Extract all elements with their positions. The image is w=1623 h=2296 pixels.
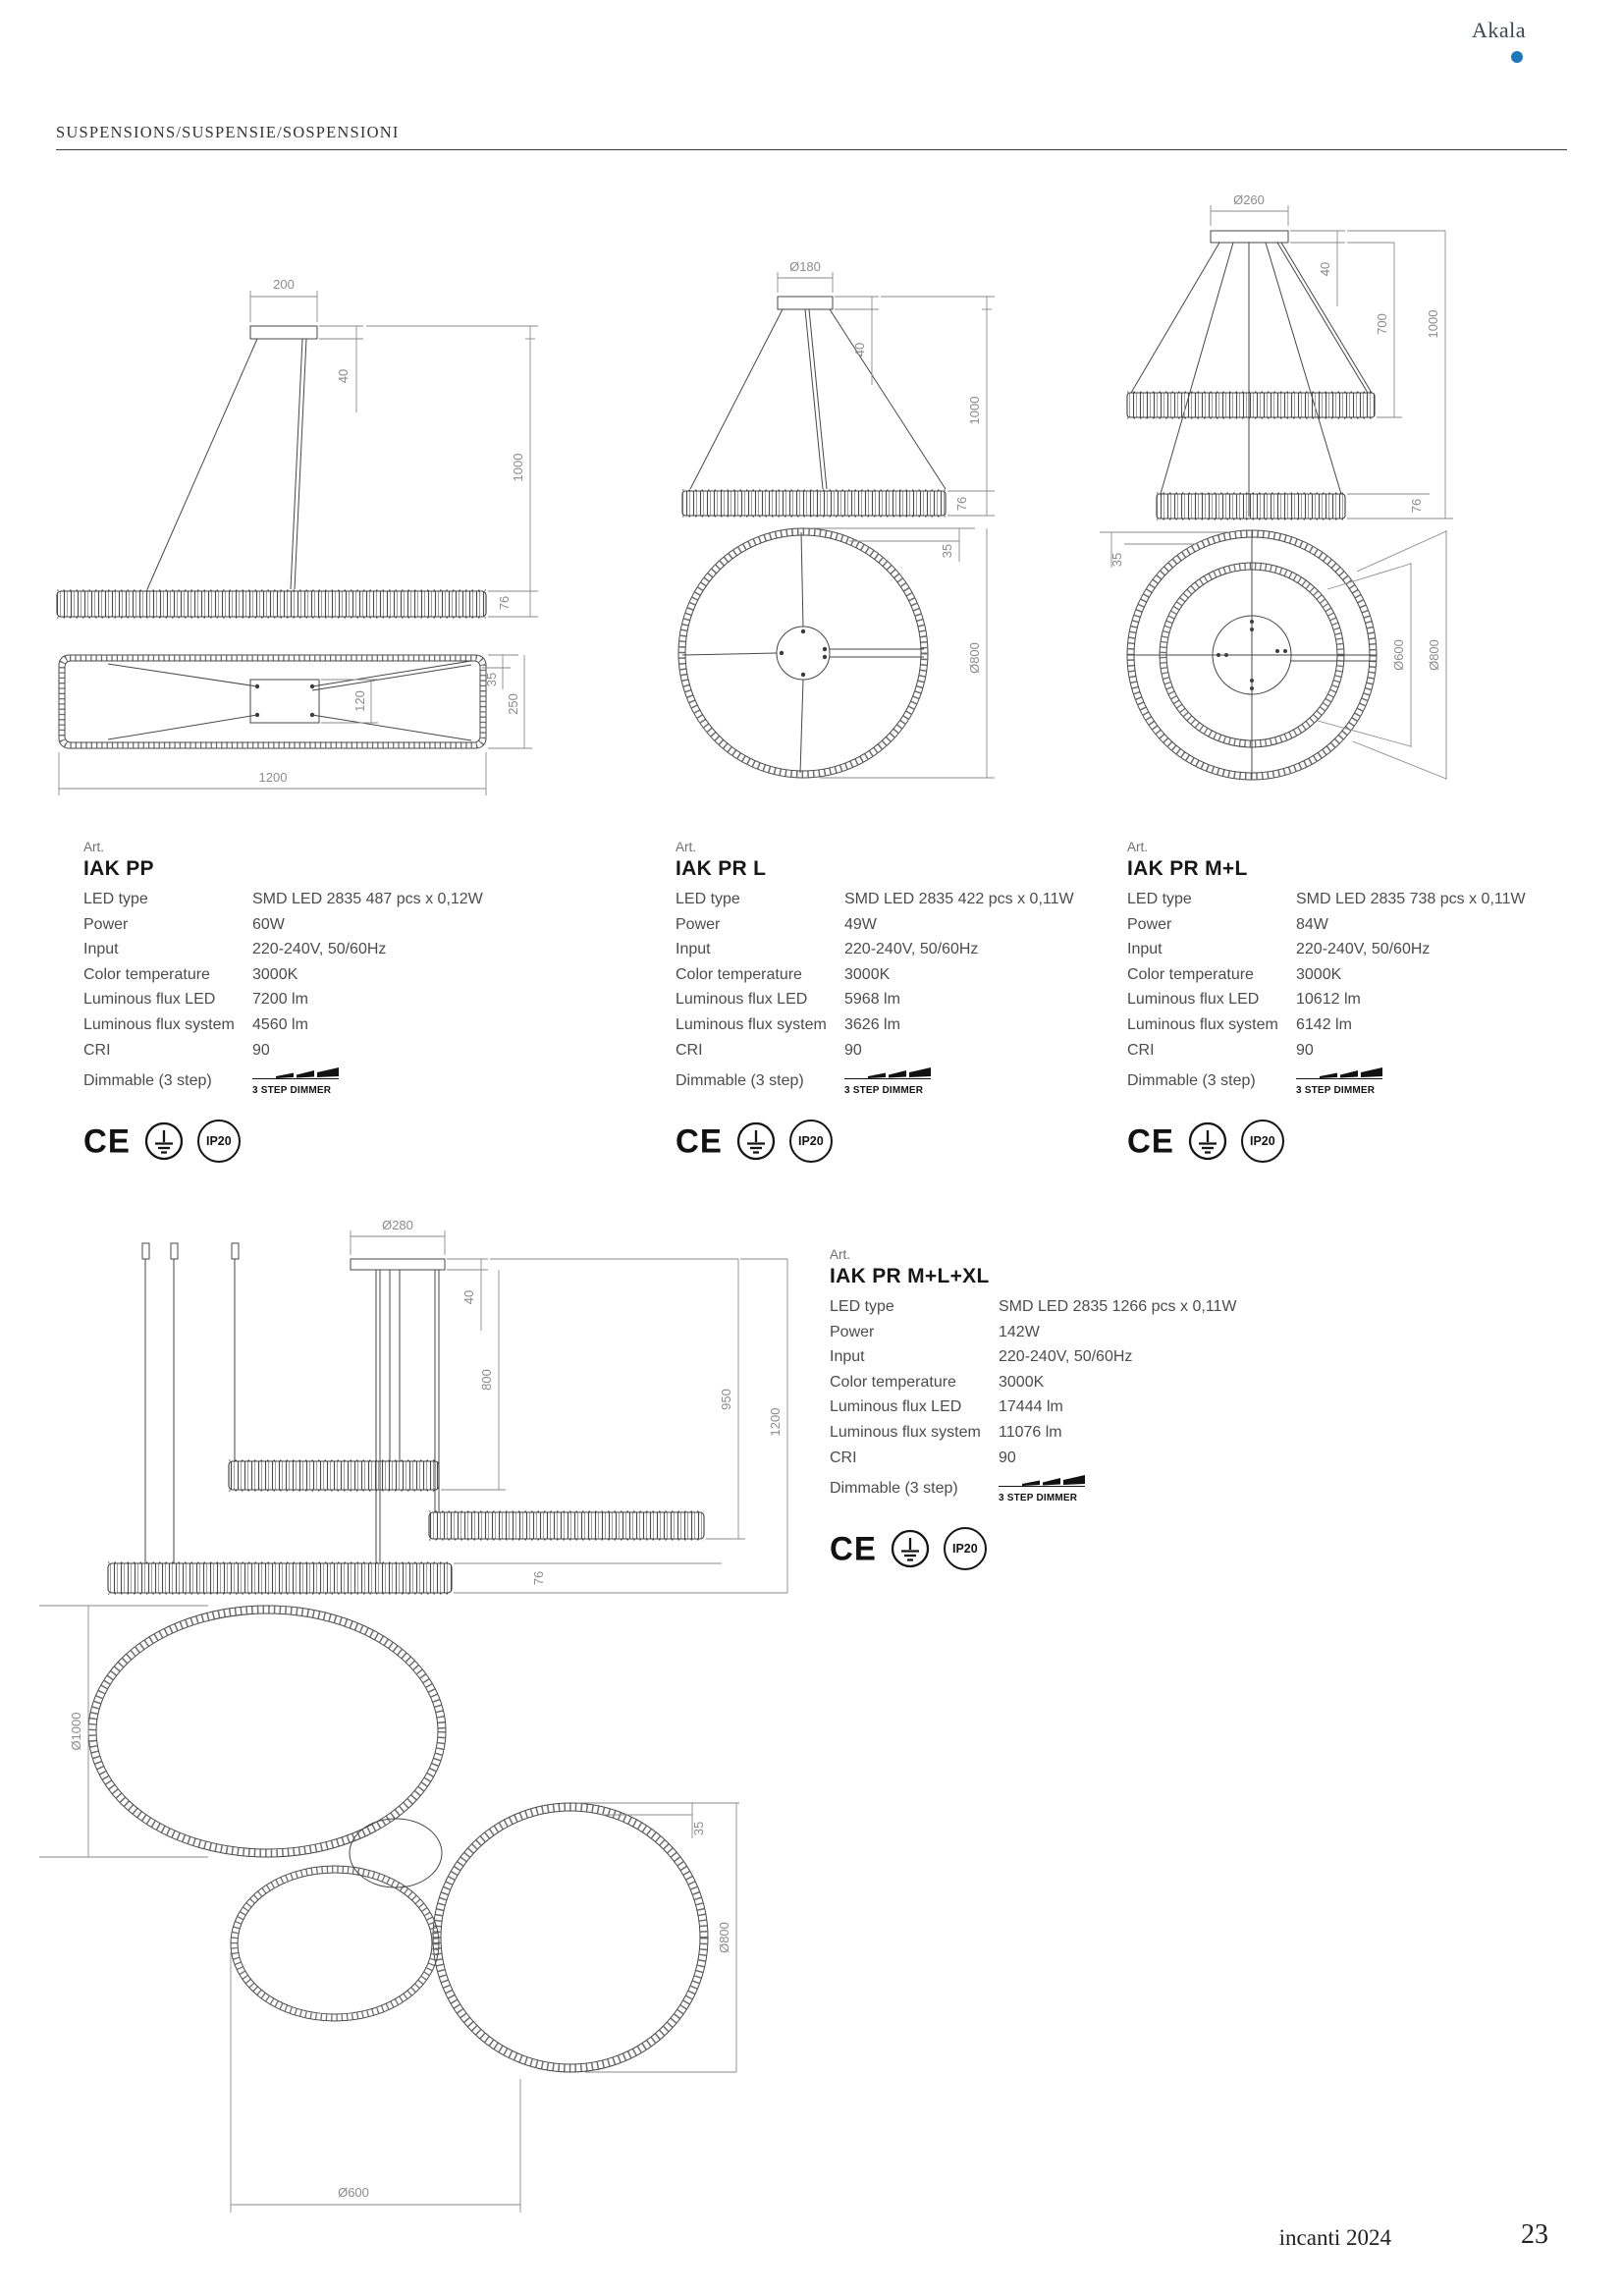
spec-label: Luminous flux LED: [676, 991, 808, 1009]
spec-label: Dimmable (3 step): [676, 1072, 804, 1090]
ce-mark-icon: CE: [830, 1528, 877, 1567]
product-name: IAK PP: [83, 857, 154, 880]
spec-value: 142W: [999, 1323, 1040, 1340]
ip20-badge: IP20: [789, 1120, 833, 1163]
dim-label: 40: [852, 342, 867, 357]
spec-label: Power: [830, 1323, 875, 1340]
spec-value: 3000K: [999, 1373, 1045, 1391]
spec-value: 84W: [1296, 915, 1328, 933]
dimmer-badge: 3 STEP DIMMER: [844, 1066, 1098, 1096]
spec-label: Power: [1127, 915, 1172, 933]
ce-mark-icon: CE: [83, 1121, 131, 1160]
spec-value: 90: [1296, 1041, 1314, 1059]
product-name: IAK PR L: [676, 857, 767, 880]
dim-label: 35: [691, 1821, 706, 1836]
dimmer-steps-icon: [1296, 1066, 1386, 1079]
product-name: IAK PR M+L+XL: [830, 1265, 990, 1287]
dim-label: 76: [1409, 498, 1424, 514]
footer-brand: incanti 2024: [1278, 2225, 1391, 2250]
spec-block-iak-pr-m-l: [1127, 840, 1549, 1163]
spec-label: CRI: [1127, 1041, 1155, 1059]
dim-label: Ø800: [717, 1922, 731, 1953]
certification-icons: [1127, 1120, 1549, 1163]
spec-value: 4560 lm: [252, 1015, 308, 1033]
spec-value: 3626 lm: [844, 1015, 900, 1033]
spec-label: Luminous flux system: [676, 1015, 827, 1033]
drawing-iak-pp: [49, 177, 550, 815]
brand-dot-icon: [1511, 51, 1523, 63]
spec-value: SMD LED 2835 487 pcs x 0,12W: [252, 891, 483, 907]
spec-table: [676, 891, 1098, 1096]
dim-label: 40: [1318, 261, 1332, 277]
spec-label: Luminous flux system: [1127, 1015, 1278, 1033]
dimmer-steps-icon: [999, 1474, 1089, 1487]
drawing-iak-pr-m-l-xl-side: [44, 1218, 830, 1611]
spec-label: Input: [83, 941, 119, 958]
dim-label: 40: [336, 368, 351, 384]
spec-label: Luminous flux LED: [83, 991, 216, 1009]
spec-value: 220-240V, 50/60Hz: [1296, 941, 1431, 958]
dim-label: 250: [506, 693, 520, 715]
dim-label: 76: [497, 595, 512, 611]
page-number: 23: [1521, 2219, 1548, 2250]
spec-value: 220-240V, 50/60Hz: [844, 941, 979, 958]
spec-value: 6142 lm: [1296, 1015, 1352, 1033]
spec-value: 5968 lm: [844, 991, 900, 1009]
dimmer-badge: 3 STEP DIMMER: [1296, 1066, 1549, 1096]
dim-label: 950: [719, 1389, 733, 1410]
spec-value: SMD LED 2835 1266 pcs x 0,11W: [999, 1298, 1237, 1315]
spec-value: 3000K: [252, 965, 298, 983]
spec-value: SMD LED 2835 738 pcs x 0,11W: [1296, 891, 1526, 907]
dim-label: Ø600: [1391, 639, 1406, 671]
dim-label: Ø800: [1427, 639, 1441, 671]
dim-label: 1000: [511, 453, 525, 482]
dim-label: 800: [479, 1369, 494, 1391]
ce-mark-icon: CE: [1127, 1121, 1174, 1160]
dim-label: 35: [940, 543, 954, 559]
section-title: SUSPENSIONS/SUSPENSIE/SOSPENSIONI: [56, 123, 400, 141]
dim-label: 1000: [1426, 309, 1440, 339]
dim-label: Ø800: [967, 642, 982, 674]
dim-label: Ø280: [382, 1218, 413, 1232]
spec-label: Color temperature: [83, 965, 210, 983]
header-divider: [56, 149, 1567, 150]
spec-label: Color temperature: [1127, 965, 1254, 983]
spec-value: 11076 lm: [999, 1423, 1062, 1441]
spec-label: Color temperature: [676, 965, 802, 983]
spec-table: [83, 891, 506, 1096]
dim-label: 40: [461, 1289, 476, 1305]
ce-mark-icon: CE: [676, 1121, 723, 1160]
spec-label: CRI: [830, 1449, 857, 1466]
brand-name: Akala: [1471, 18, 1526, 42]
ip20-badge: IP20: [1241, 1120, 1284, 1163]
dimmer-badge: 3 STEP DIMMER: [252, 1066, 506, 1096]
spec-label: Power: [83, 915, 129, 933]
dim-label: Ø260: [1233, 192, 1265, 207]
spec-label: LED type: [83, 891, 148, 907]
drawing-iak-pr-m-l-xl-plan: [39, 1591, 825, 2239]
dim-label: 120: [352, 690, 367, 712]
spec-label: Luminous flux system: [83, 1015, 235, 1033]
art-label: Art.: [83, 840, 105, 854]
spec-value: 90: [252, 1041, 270, 1059]
spec-label: CRI: [83, 1041, 111, 1059]
spec-value: 220-240V, 50/60Hz: [252, 941, 387, 958]
spec-value: 3000K: [1296, 965, 1342, 983]
spec-label: Input: [676, 941, 711, 958]
spec-table: [1127, 891, 1549, 1096]
dimmer-badge: 3 STEP DIMMER: [999, 1474, 1252, 1503]
dim-label: 200: [273, 277, 295, 292]
dim-label: 35: [1109, 552, 1124, 568]
spec-value: 90: [844, 1041, 862, 1059]
dim-label: Ø1000: [69, 1712, 83, 1751]
spec-label: LED type: [830, 1298, 894, 1315]
spec-label: Luminous flux system: [830, 1423, 981, 1441]
dimmer-steps-icon: [844, 1066, 935, 1079]
spec-label: LED type: [1127, 891, 1192, 907]
earth-ground-icon: [736, 1121, 776, 1161]
spec-label: Luminous flux LED: [830, 1398, 962, 1416]
spec-value: 49W: [844, 915, 877, 933]
ip20-badge: IP20: [197, 1120, 241, 1163]
spec-value: 7200 lm: [252, 991, 308, 1009]
spec-value: 60W: [252, 915, 285, 933]
dim-label: Ø600: [338, 2185, 369, 2200]
certification-icons: [830, 1527, 1252, 1570]
spec-label: CRI: [676, 1041, 703, 1059]
dim-label: 1000: [967, 396, 982, 425]
certification-icons: [83, 1120, 506, 1163]
spec-block-iak-pr-m-l-xl: [830, 1247, 1252, 1570]
spec-value: 17444 lm: [999, 1398, 1063, 1416]
spec-value: SMD LED 2835 422 pcs x 0,11W: [844, 891, 1074, 907]
spec-value: 220-240V, 50/60Hz: [999, 1348, 1133, 1366]
spec-label: Dimmable (3 step): [83, 1072, 212, 1090]
ip20-badge: IP20: [944, 1527, 987, 1570]
dim-label: 76: [531, 1570, 546, 1586]
dim-label: 1200: [768, 1407, 783, 1437]
art-label: Art.: [676, 840, 697, 854]
dim-label: 1200: [258, 770, 288, 785]
spec-value: 3000K: [844, 965, 891, 983]
art-label: Art.: [830, 1247, 851, 1262]
spec-label: Power: [676, 915, 721, 933]
spec-label: Input: [1127, 941, 1163, 958]
art-label: Art.: [1127, 840, 1149, 854]
spec-label: LED type: [676, 891, 740, 907]
earth-ground-icon: [891, 1529, 930, 1568]
dim-label: 35: [484, 672, 499, 687]
spec-label: Dimmable (3 step): [1127, 1072, 1256, 1090]
spec-block-iak-pr-l: [676, 840, 1098, 1163]
earth-ground-icon: [144, 1121, 184, 1161]
spec-table: [830, 1298, 1252, 1503]
drawing-iak-pr-m-l: [1070, 167, 1581, 845]
drawing-iak-pr-l: [555, 177, 1046, 815]
product-name: IAK PR M+L: [1127, 857, 1248, 880]
dim-label: Ø180: [789, 259, 821, 274]
certification-icons: [676, 1120, 1098, 1163]
spec-label: Dimmable (3 step): [830, 1480, 958, 1498]
spec-label: Color temperature: [830, 1373, 956, 1391]
spec-value: 10612 lm: [1296, 991, 1361, 1009]
dimmer-steps-icon: [252, 1066, 343, 1079]
dim-label: 700: [1375, 313, 1389, 335]
spec-label: Luminous flux LED: [1127, 991, 1260, 1009]
spec-label: Input: [830, 1348, 865, 1366]
spec-value: 90: [999, 1449, 1016, 1466]
spec-block-iak-pp: [83, 840, 506, 1163]
earth-ground-icon: [1188, 1121, 1227, 1161]
dim-label: 76: [954, 496, 969, 512]
